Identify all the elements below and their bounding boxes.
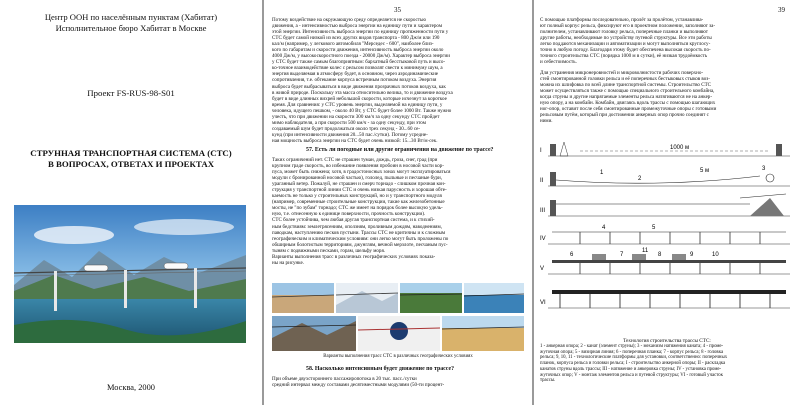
label-9: 9 <box>690 252 694 258</box>
stage-label-iii: III <box>540 208 546 214</box>
place-and-year: Москва, 2000 <box>107 383 155 392</box>
text-line: точно в любую погоду. Благодаря этому будет обеспечена высокая скорость по- <box>540 47 711 54</box>
anchor-support <box>550 144 556 156</box>
text-line: жуточных опор; V - монтаж элементов рельса и путевой структуры; VI - готовый участок <box>540 372 724 378</box>
text-line: трассы. <box>540 378 556 384</box>
text-line: тыням с подвижными песками, горам, шельфу моря. <box>272 247 386 254</box>
diagram-caption <box>540 338 794 384</box>
text-line: ураганный ветер. Пожалуй, не страшен и смерч торнадо - слишком прочная кон- <box>272 181 446 188</box>
text-line: точного строительства СТС (порядка 1000 м в сутки), её низкая трудоёмкость <box>540 53 708 60</box>
stage-label-v: V <box>540 266 545 272</box>
label-3: 3 <box>762 166 766 172</box>
diagram-caption-body <box>540 344 794 384</box>
text-line: другие работы, необходимые по устройству путевой структуры. Все эти работы <box>540 35 712 42</box>
construction-technology-diagram <box>540 136 796 334</box>
text-line: ным бедствиям: землетрясениям, оползням, проливным дождям, наводнениям, <box>272 223 442 230</box>
text-line: 4000 Дж/м, у высокоскоростного поезда - 20000 Дж/м). Характер выброса энергии <box>272 53 450 60</box>
text-line: будет в виде длинных вихрей небольшой скорости, которые исчезнут за короткое <box>272 95 447 102</box>
text-line: рельсовым путём, который при достижении анкерных опор прочно соединят с <box>540 112 709 119</box>
text-line: движения, а - интенсивностью выброса энергии на единицу пути и характером <box>272 23 443 30</box>
text-line: СТС более устойчива, чем любая другая транспортная система, и к стихий- <box>272 217 435 224</box>
text-line: мосты, не "по зубам" торнадо; СТС же имеет на порядок более высокую удель- <box>272 205 443 212</box>
text-line: пуса, может быть снижена; хотя, в градостоносных зонах могут эксплуатироваться <box>272 169 451 176</box>
book-title-line-2: В ВОПРОСАХ, ОТВЕТАХ И ПРОЕКТАХ <box>47 159 215 169</box>
text-line: модули с бронированной носовой частью), гололед, пыльные и песчаные бури, <box>272 175 442 182</box>
label-10: 10 <box>712 252 719 258</box>
paragraph-intensity <box>272 376 524 388</box>
text-line: При объеме двухстороннего пассажиропотока в 20 тыс. пасс./сутки <box>272 376 417 382</box>
text-line: может осуществляться также с помощью специального строительного комбайна, <box>540 88 715 95</box>
span-length-label: 1000 м <box>670 145 690 151</box>
project-code: Проект FS-RUS-98-S01 <box>87 88 175 98</box>
text-line: можна их шлифовка по всей длине транспортной системы. Строительство СТС <box>540 82 712 89</box>
text-line: Для устранения микронеровностей и микроволнистости рабочих поверхно- <box>540 70 704 76</box>
height-label: 5 м <box>700 168 710 174</box>
text-line: 1 - анкерная опора; 2 - канат (элемент струны); 3 - механизм натяжения каната; 4 - проме- <box>540 344 724 349</box>
text-line: географическим и климатическим условиям: они легко могут быть проложены по <box>272 235 449 242</box>
label-5: 5 <box>652 225 656 231</box>
organization-line-1: Центр ООН по населённым пунктам (Хабитат) <box>44 12 218 22</box>
label-4: 4 <box>602 225 606 231</box>
text-line: создаваемый шум будет продолжаться около трех секунд - 30...60 се- <box>272 125 421 132</box>
text-line: сопротивления, т.е. обтекание корпуса встречным потоком воздуха. Энергия <box>272 77 437 84</box>
text-line: легко поддаются механизации и автоматизации и могут выполняться круглосу- <box>540 41 711 48</box>
organization-line-2: Исполнительное бюро Хабитат в Москве <box>55 23 207 33</box>
text-line: выброса будет выбрасываться в виде движения прозрачных потоков воздуха, как <box>272 83 446 90</box>
text-line: паводкам, наступлению песков пустыни. Трассы СТС не критичны и к сложным <box>272 229 446 236</box>
text-line: каемость не только у строительных конструкций, но и у транспортного модуля <box>272 193 442 200</box>
figure-caption: Варианты выполнения трасс СТС в различных географических условиях <box>323 354 473 359</box>
page-number: 35 <box>394 6 401 14</box>
text-line: ют полный корпус рельса, фиксируют его в проектном положении, заполняют за- <box>540 23 716 30</box>
paragraph-weather <box>272 157 524 266</box>
text-line: обширным болотистым территориям, джунглям, вечной мерзлоте, песчаным пус- <box>272 241 448 248</box>
diagram-caption-title: Технология строительства трассы СТС: <box>623 338 711 344</box>
paragraph-grinding <box>540 70 794 124</box>
label-1: 1 <box>600 170 604 176</box>
page-number: 39 <box>778 6 785 14</box>
route-variants-photos <box>272 283 524 351</box>
text-line: жуточная опора; 5 - визирная линия; 6 - поперечная планка; 7 - корпус рельса; 8 - головка <box>540 349 724 355</box>
text-line: рельса; 9, 10, 11 - технологические платформы для установки, соответственно: поперечных <box>540 355 728 361</box>
text-line: С помощью платформы последовательно, пролёт за пролётом, устанавлива- <box>540 17 704 23</box>
text-line: ную, т.е. отнесенную к единице поверхности, прочность конструкции). <box>272 211 426 218</box>
text-line: полнителем, устанавливают головку рельса, поперечные планки и выполняют <box>540 29 708 36</box>
text-line: Потому воздействие на окружающую среду определяется не скоростью <box>272 17 427 23</box>
label-8: 8 <box>658 252 662 258</box>
text-line: этой энергии. Интенсивность выброса энергии по единицу протяженности пути у <box>272 29 449 36</box>
book-title <box>16 148 246 170</box>
text-line: кунд (при интенсивности движения 20...50 пас./сутки). Потому усредне- <box>272 131 428 138</box>
paragraph-energy <box>272 17 524 144</box>
text-line: Варианты выполнения трасс в различных географических условиях показа- <box>272 253 436 260</box>
text-line: кого по габаритам и скорости движения, интенсивность выброса энергии около <box>272 47 444 54</box>
text-line: ко-точное взаимодействие колес с рельсом позволят свести к минимуму шум, а <box>272 65 443 72</box>
label-11: 11 <box>642 248 649 254</box>
text-line: время. Для сравнения: у СТС уровень энергии, выделяемой на единицу пути, у <box>272 101 443 108</box>
paragraph-platform <box>540 17 794 65</box>
page-35 <box>264 0 532 405</box>
text-line: энергия выделяемая в атмосферу будет, в основном, через аэродинамические <box>272 71 439 78</box>
text-line: ны на рисунке. <box>272 259 305 266</box>
page-39 <box>534 0 800 405</box>
text-line: ними. <box>540 118 553 125</box>
organization <box>0 12 262 34</box>
label-6: 6 <box>570 252 574 258</box>
text-line: и себестоимость. <box>540 59 577 66</box>
label-2: 2 <box>638 176 642 182</box>
text-line: канатов струны вдоль трассы; III - натяжение и анкеровка струны; IV - установка проме- <box>540 366 722 372</box>
stage-label-i: I <box>540 148 542 154</box>
text-line: крупном граде скорость, во избежание появления пробоин в носовой части кор- <box>272 163 444 170</box>
text-line: Таких ограничений нет. СТС не страшен туман, дождь, гроза, снег, град (при <box>272 157 438 163</box>
text-line: кал/м (например, у легкового автомобиля "Мерседес - 600", наиболее близ- <box>272 41 434 48</box>
text-line: средний интервал между составами десятиместными модулями (50-ти процент- <box>272 382 445 389</box>
question-58-heading: 58. Насколько интенсивным будет движение по трассе? <box>306 366 455 372</box>
cover-illustration <box>14 205 246 343</box>
stage-label-vi: VI <box>540 300 546 306</box>
text-line: у СТС будет также самым благоприятным: бархатный бесстыковой путь и высо- <box>272 59 446 66</box>
book-title-line-1: СТРУННАЯ ТРАНСПОРТНАЯ СИСТЕМА (СТС) <box>30 148 232 158</box>
text-line: планок, корпуса рельса и головки рельса; I - строительство анкерной опоры; II - раскладка <box>540 361 726 367</box>
text-line: стей смонтированной головки рельса и её поперечных бестыковых стыков воз- <box>540 76 710 83</box>
text-line: учесть, что при движении на скорости 300 км/ч за одну секунду СТС пройдет <box>272 113 440 120</box>
stage-label-ii: II <box>540 178 544 184</box>
text-line: (например, современные строительные конструкции, такие как железобетонные <box>272 199 445 206</box>
stage-label-iv: IV <box>540 236 546 242</box>
text-line: когда струны и другие напрягаемые элементы рельса натягиваются не на анкер- <box>540 94 713 101</box>
text-line: в живой природе. Поскольку эта масса относительно велика, то и движение воздуха <box>272 89 453 96</box>
cover-page <box>0 0 262 405</box>
label-7: 7 <box>620 252 624 258</box>
text-line: СТС будет самой низкой из всех других видов транспорта - 800 Дж/м или 190 <box>272 35 440 42</box>
text-line: человека, идущего пешком, - около 40 Вт, у СТС будет более 1000 Вт. Также нужно <box>272 107 452 114</box>
text-line: ног-опор, оставит после себя смонтированные промежуточные опоры с готовыми <box>540 106 717 113</box>
text-line: ная мощность выброса энергии на СТС будет очень низкой: 15...30 Вт/м·сек. <box>272 137 438 144</box>
question-57-heading: 57. Есть ли погодные или другие ограничения на движение по трассе? <box>306 147 494 153</box>
text-line: струкция у транспортной линии СТС и очень низкая парусность и хорошая обте- <box>272 187 447 194</box>
text-line: мимо наблюдателя, а при скорости 500 км/ч - за одну секунду, при этом <box>272 119 426 126</box>
text-line: ную опору, а на комбайн. Комбайн, двигаясь вдоль трассы с помощью шагающих <box>540 100 716 107</box>
